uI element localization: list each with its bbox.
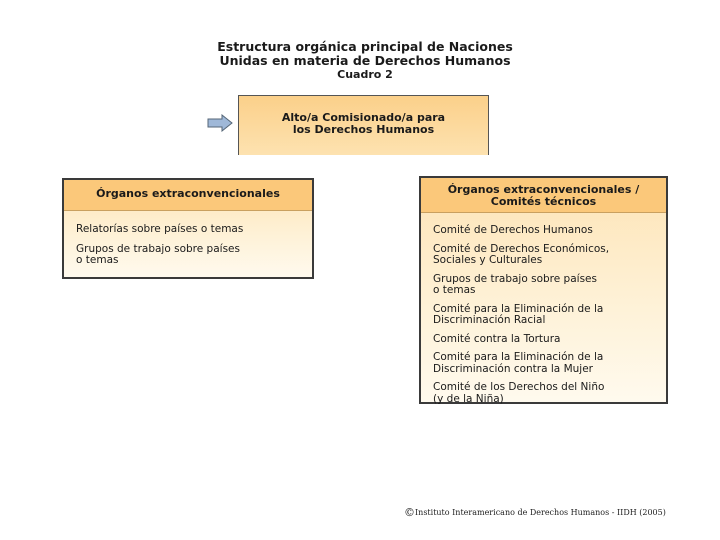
list-item: Comité contra la Tortura — [433, 332, 561, 345]
right-arrow-icon — [207, 114, 233, 132]
title-line-1: Estructura orgánica principal de Naciones — [217, 39, 513, 54]
high-commissioner-line-2: los Derechos Humanos — [292, 123, 435, 136]
list-item: Comité de Derechos Humanos — [433, 224, 593, 236]
list-item: Comité de Derechos Económicos, Sociales y Culturales — [433, 242, 610, 266]
treaty-bodies-heading: Órganos extraconvencionales / Comités técnicos — [421, 178, 666, 213]
treaty-bodies-panel — [419, 176, 668, 404]
list-item: Comité de los Derechos del Niño (y de la Niña) — [433, 381, 605, 405]
treaty-bodies-list — [421, 213, 666, 405]
list-item: Comité para la Eliminación de la Discriminación Racial — [433, 302, 604, 326]
extraconventional-organs-list — [64, 211, 312, 267]
list-item: Grupos de trabajo sobre países o temas — [433, 272, 597, 296]
list-item: Comité para la Eliminación de la Discriminación contra la Mujer — [433, 351, 604, 375]
title-line-3: Cuadro 2 — [337, 68, 393, 81]
title-line-2: Unidas en materia de Derechos Humanos — [219, 53, 511, 68]
copyright-notice — [404, 506, 666, 519]
high-commissioner-box — [238, 95, 489, 155]
copyright-text: Instituto Interamericano de Derechos Humanos - IIDH (2005) — [415, 508, 666, 517]
list-item: Relatorías sobre países o temas — [76, 223, 244, 235]
copyright-icon: © — [404, 506, 415, 519]
extraconventional-organs-panel — [62, 178, 314, 279]
high-commissioner-line-1: Alto/a Comisionado/a para — [281, 111, 446, 124]
chart-title — [150, 40, 580, 82]
extraconventional-organs-heading: Órganos extraconvencionales — [64, 180, 312, 211]
list-item: Grupos de trabajo sobre países o temas — [76, 242, 240, 266]
